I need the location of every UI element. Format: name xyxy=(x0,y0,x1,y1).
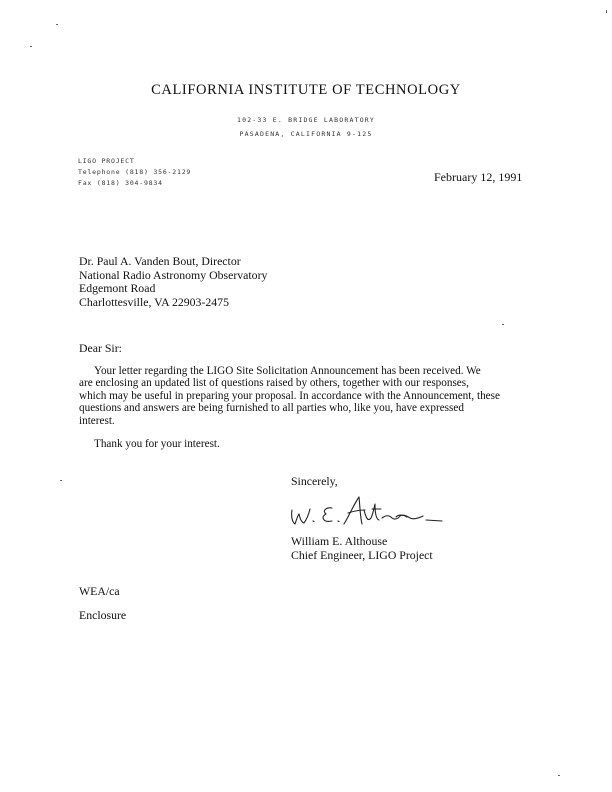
sender-fax: Fax (818) 304-9834 xyxy=(78,179,163,187)
letterhead-address-line-2: PASADENA, CALIFORNIA 9-125 xyxy=(239,130,373,138)
recipient-address xyxy=(79,255,267,309)
scan-speck xyxy=(30,46,32,47)
sender-project: LIGO PROJECT xyxy=(78,157,135,165)
paragraph-line: are enclosing an updated list of questions raised by others, together with our responses, xyxy=(79,377,469,390)
scan-speck xyxy=(606,10,607,13)
paragraph-line: which may be useful in preparing your proposal. In accordance with the Announcement, these xyxy=(79,389,500,402)
scan-speck xyxy=(502,324,504,325)
reference-initials: WEA/ca xyxy=(79,584,120,598)
signer-name: William E. Althouse xyxy=(291,534,388,548)
recipient-city: Charlottesville, VA 22903-2475 xyxy=(79,294,229,309)
paragraph-line: interest. xyxy=(79,414,115,427)
sender-info xyxy=(78,156,191,189)
body-paragraph-1 xyxy=(79,365,500,427)
body-paragraph-2: Thank you for your interest. xyxy=(94,438,220,450)
signature-block xyxy=(291,535,433,562)
salutation: Dear Sir: xyxy=(79,341,122,355)
sender-telephone: Telephone (818) 356-2129 xyxy=(78,168,192,176)
recipient-organization: National Radio Astronomy Observatory xyxy=(79,267,268,282)
paragraph-line: Your letter regarding the LIGO Site Solicitation Announcement has been received. We xyxy=(94,365,481,377)
scan-speck xyxy=(558,775,560,776)
signer-title: Chief Engineer, LIGO Project xyxy=(291,547,433,562)
scan-speck xyxy=(56,24,58,25)
valediction: Sincerely, xyxy=(291,474,338,488)
letterhead-title: CALIFORNIA INSTITUTE OF TECHNOLOGY xyxy=(151,82,461,98)
recipient-street: Edgemont Road xyxy=(79,281,156,295)
signature-image xyxy=(286,494,446,530)
letter-date: February 12, 1991 xyxy=(434,170,523,184)
letterhead-address-line-1: 102-33 E. BRIDGE LABORATORY xyxy=(236,116,376,124)
paragraph-line: questions and answers are being furnished to all parties who, like you, have expressed xyxy=(79,402,464,415)
recipient-name: Dr. Paul A. Vanden Bout, Director xyxy=(79,254,241,268)
scan-speck xyxy=(60,480,62,481)
enclosure-note: Enclosure xyxy=(79,608,127,622)
